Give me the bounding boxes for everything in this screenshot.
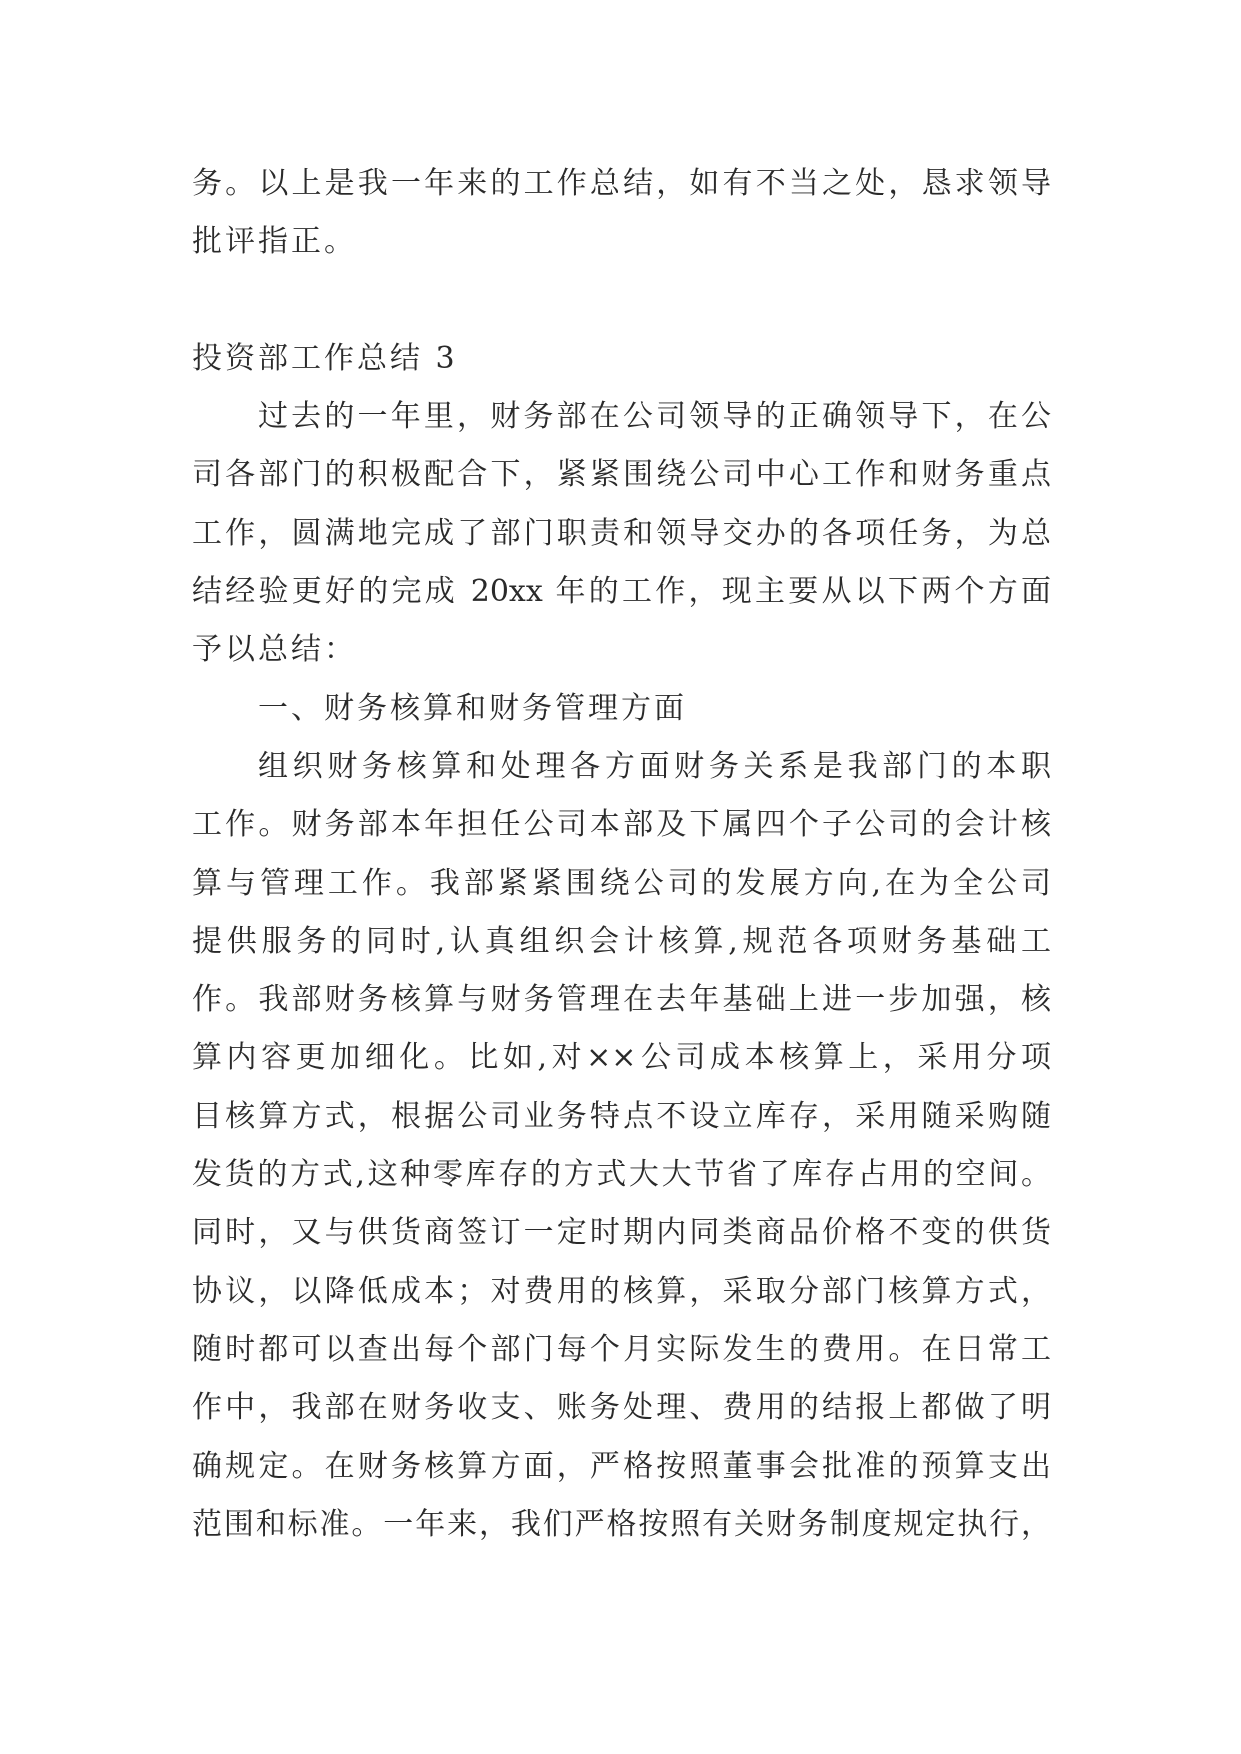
text-line: 目核算方式，根据公司业务特点不设立库存，采用随采购随 xyxy=(192,1098,1051,1134)
section-title: 投资部工作总结 3 xyxy=(192,340,458,376)
text-line: 司各部门的积极配合下，紧紧围绕公司中心工作和财务重点 xyxy=(192,457,1051,493)
document-body xyxy=(192,155,1051,1554)
text-line: 予以总结： xyxy=(192,632,357,668)
text-line: 过去的一年里，财务部在公司领导的正确领导下，在公 xyxy=(258,399,1051,435)
text-line: 组织财务核算和处理各方面财务关系是我部门的本职 xyxy=(258,748,1051,784)
subsection-heading: 一、财务核算和财务管理方面 xyxy=(258,690,687,726)
text-line: 确规定。在财务核算方面，严格按照董事会批准的预算支出 xyxy=(192,1448,1051,1484)
text-line: 作。我部财务核算与财务管理在去年基础上进一步加强，核 xyxy=(192,982,1051,1018)
text-line: 随时都可以查出每个部门每个月实际发生的费用。在日常工 xyxy=(192,1331,1051,1367)
text-line: 批评指正。 xyxy=(192,224,357,260)
text-line: 务。以上是我一年来的工作总结，如有不当之处，恳求领导 xyxy=(192,166,1051,201)
blank-line xyxy=(192,272,1051,330)
text-line: 同时，又与供货商签订一定时期内同类商品价格不变的供货 xyxy=(192,1215,1051,1251)
text-line: 工作。财务部本年担任公司本部及下属四个子公司的会计核 xyxy=(192,807,1051,843)
text-line: 算内容更加细化。比如,对××公司成本核算上，采用分项 xyxy=(192,1040,1051,1076)
text-line: 算与管理工作。我部紧紧围绕公司的发展方向,在为全公司 xyxy=(192,865,1051,901)
text-line: 工作，圆满地完成了部门职责和领导交办的各项任务，为总 xyxy=(192,515,1051,551)
text-line: 协议，以降低成本；对费用的核算，采取分部门核算方式， xyxy=(192,1273,1051,1309)
text-line: 发货的方式,这种零库存的方式大大节省了库存占用的空间。 xyxy=(192,1157,1051,1193)
text-line: 提供服务的同时,认真组织会计核算,规范各项财务基础工 xyxy=(192,923,1051,959)
text-line: 作中，我部在财务收支、账务处理、费用的结报上都做了明 xyxy=(192,1390,1051,1426)
text-line: 结经验更好的完成 20xx 年的工作，现主要从以下两个方面 xyxy=(192,574,1051,610)
text-line: 范围和标准。一年来，我们严格按照有关财务制度规定执行， xyxy=(192,1506,1051,1542)
